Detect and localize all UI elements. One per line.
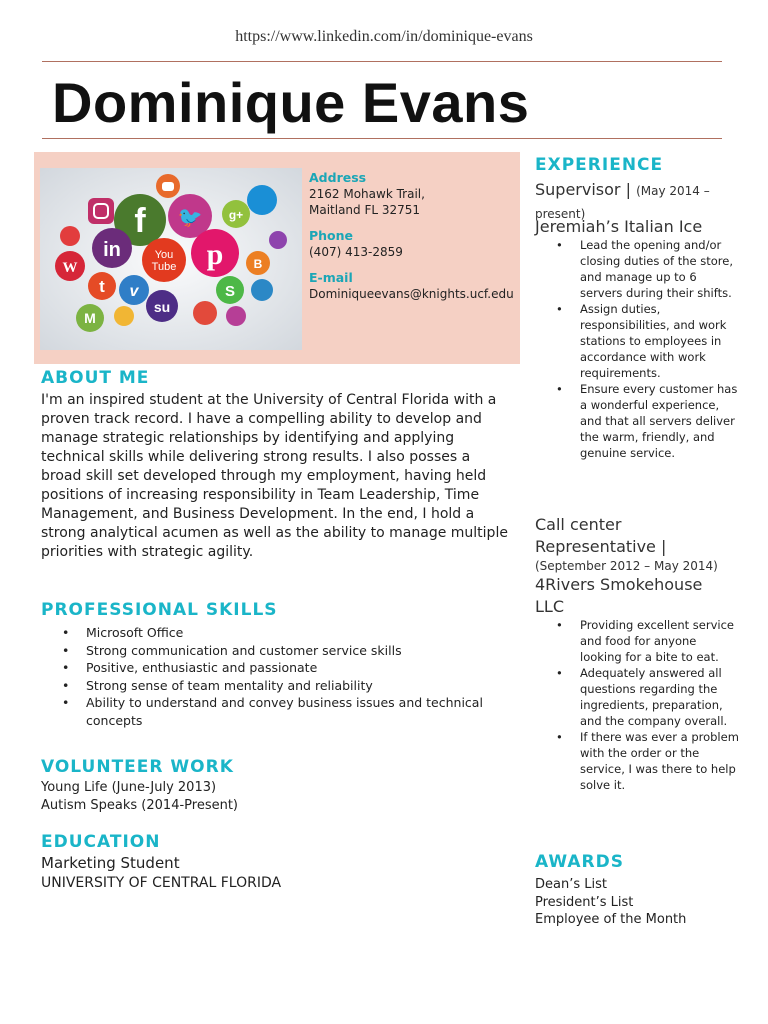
about-heading: ABOUT ME <box>41 368 150 388</box>
name-divider <box>42 138 722 139</box>
job-duties <box>556 617 740 793</box>
svg-text:t: t <box>99 277 105 296</box>
volunteer-list <box>41 779 238 815</box>
list-item: • Positive, enthusiastic and passionate <box>62 659 512 677</box>
svg-text:su: su <box>153 299 171 315</box>
myspace-icon <box>76 304 104 332</box>
linkedin-icon <box>92 228 132 268</box>
svg-text:B: B <box>253 257 263 271</box>
blogger-icon <box>246 251 270 275</box>
list-item: Young Life (June-July 2013) <box>41 780 217 795</box>
page-title: Dominique Evans <box>52 71 530 134</box>
skype-icon <box>216 276 244 304</box>
experience-heading: EXPERIENCE <box>535 155 664 175</box>
svg-text:You: You <box>154 249 174 261</box>
svg-text:g+: g+ <box>228 208 244 222</box>
awards-heading: AWARDS <box>535 852 624 872</box>
stumbleupon-icon <box>146 290 178 322</box>
phone-label: Phone <box>309 228 354 243</box>
list-item: • Ensure every customer has a wonderful experience, and that all servers deliver the warm, friendly, and genuine service. <box>556 381 740 461</box>
list-item: • Assign duties, responsibilities, and work stations to employees in accordance with work requirements. <box>556 301 740 381</box>
about-text: I'm an inspired student at the University of Central Florida with a proven track record. I have a compelling ability to develop and manage strategic relationships by identifying and applying technical skills while delivering strong results. I also posses a broad skill set developed through my employment, having held positions of increasing responsibility in Team Leadership, Time Management, and Business Development. In the end, I hold a strong analytical acumen as well as the ability to manage multiple priorities with strategic agility. <box>41 392 508 560</box>
list-item: • Providing excellent service and food for anyone looking for a bite to eat. <box>556 617 740 665</box>
svg-text:S: S <box>224 283 236 300</box>
wordpress-icon <box>55 251 85 281</box>
job-title-text: Call center Representative | <box>535 515 667 556</box>
list-item: • Ability to understand and convey business issues and technical concepts <box>62 694 512 729</box>
list-item: • If there was ever a problem with the order or the service, I was there to help solve it. <box>556 729 740 793</box>
top-divider <box>42 61 722 62</box>
job-company: Jeremiah’s Italian Ice <box>535 217 703 236</box>
education-school: UNIVERSITY OF CENTRAL FLORIDA <box>41 875 282 891</box>
list-item: Employee of the Month <box>535 912 687 927</box>
tumblr-icon <box>88 272 116 300</box>
instagram-icon <box>88 198 114 224</box>
list-item: Dean’s List <box>535 877 607 892</box>
job-date: (May 2014 – present) <box>535 184 710 221</box>
list-item: • Strong sense of team mentality and reliability <box>62 677 512 695</box>
list-item: Autism Speaks (2014-Present) <box>41 798 239 813</box>
education-heading: EDUCATION <box>41 832 161 852</box>
svg-text:M: M <box>84 310 96 326</box>
list-item: President’s List <box>535 894 634 910</box>
list-item: • Microsoft Office <box>62 624 512 642</box>
awards-list <box>535 876 686 929</box>
contact-info <box>309 170 519 312</box>
job-title-text: Supervisor | <box>535 180 631 199</box>
job-duties <box>556 237 740 461</box>
job-date: (September 2012 – May 2014) <box>535 559 718 573</box>
education-degree: Marketing Student <box>41 854 180 872</box>
vimeo-icon <box>119 275 149 305</box>
svg-text:f: f <box>134 202 146 240</box>
svg-text:Tube: Tube <box>151 261 177 273</box>
phone-value[interactable]: (407) 413-2859 <box>309 245 403 259</box>
job-company: 4Rivers Smokehouse LLC <box>535 575 703 616</box>
address-line1: 2162 Mohawk Trail, <box>309 187 425 201</box>
list-item: • Adequately answered all questions regarding the ingredients, preparation, and the company overall. <box>556 665 740 729</box>
volunteer-heading: VOLUNTEER WORK <box>41 757 234 777</box>
youtube-icon <box>142 238 186 282</box>
svg-text:🐦: 🐦 <box>177 205 203 229</box>
skills-heading: PROFESSIONAL SKILLS <box>41 600 278 620</box>
android-icon <box>156 174 180 198</box>
svg-text:p: p <box>206 238 224 271</box>
list-item: • Strong communication and customer service skills <box>62 642 512 660</box>
list-item: • Lead the opening and/or closing duties of the store, and manage up to 6 servers during their shifts. <box>556 237 740 301</box>
apple-icon <box>247 185 277 215</box>
svg-text:W: W <box>62 260 78 276</box>
linkedin-url[interactable]: https://www.linkedin.com/in/dominique-evans <box>235 28 533 45</box>
email-value[interactable]: Dominiqueevans@knights.ucf.edu <box>309 287 514 301</box>
address-line2: Maitland FL 32751 <box>309 203 421 217</box>
job-title <box>535 514 735 574</box>
svg-text:v: v <box>129 283 139 300</box>
skills-list <box>62 624 512 729</box>
email-label: E-mail <box>309 270 353 285</box>
social-media-image <box>40 168 302 350</box>
pinterest-icon <box>191 229 239 277</box>
google-plus-icon <box>222 200 250 228</box>
address-label: Address <box>309 170 367 185</box>
svg-text:in: in <box>103 239 121 261</box>
